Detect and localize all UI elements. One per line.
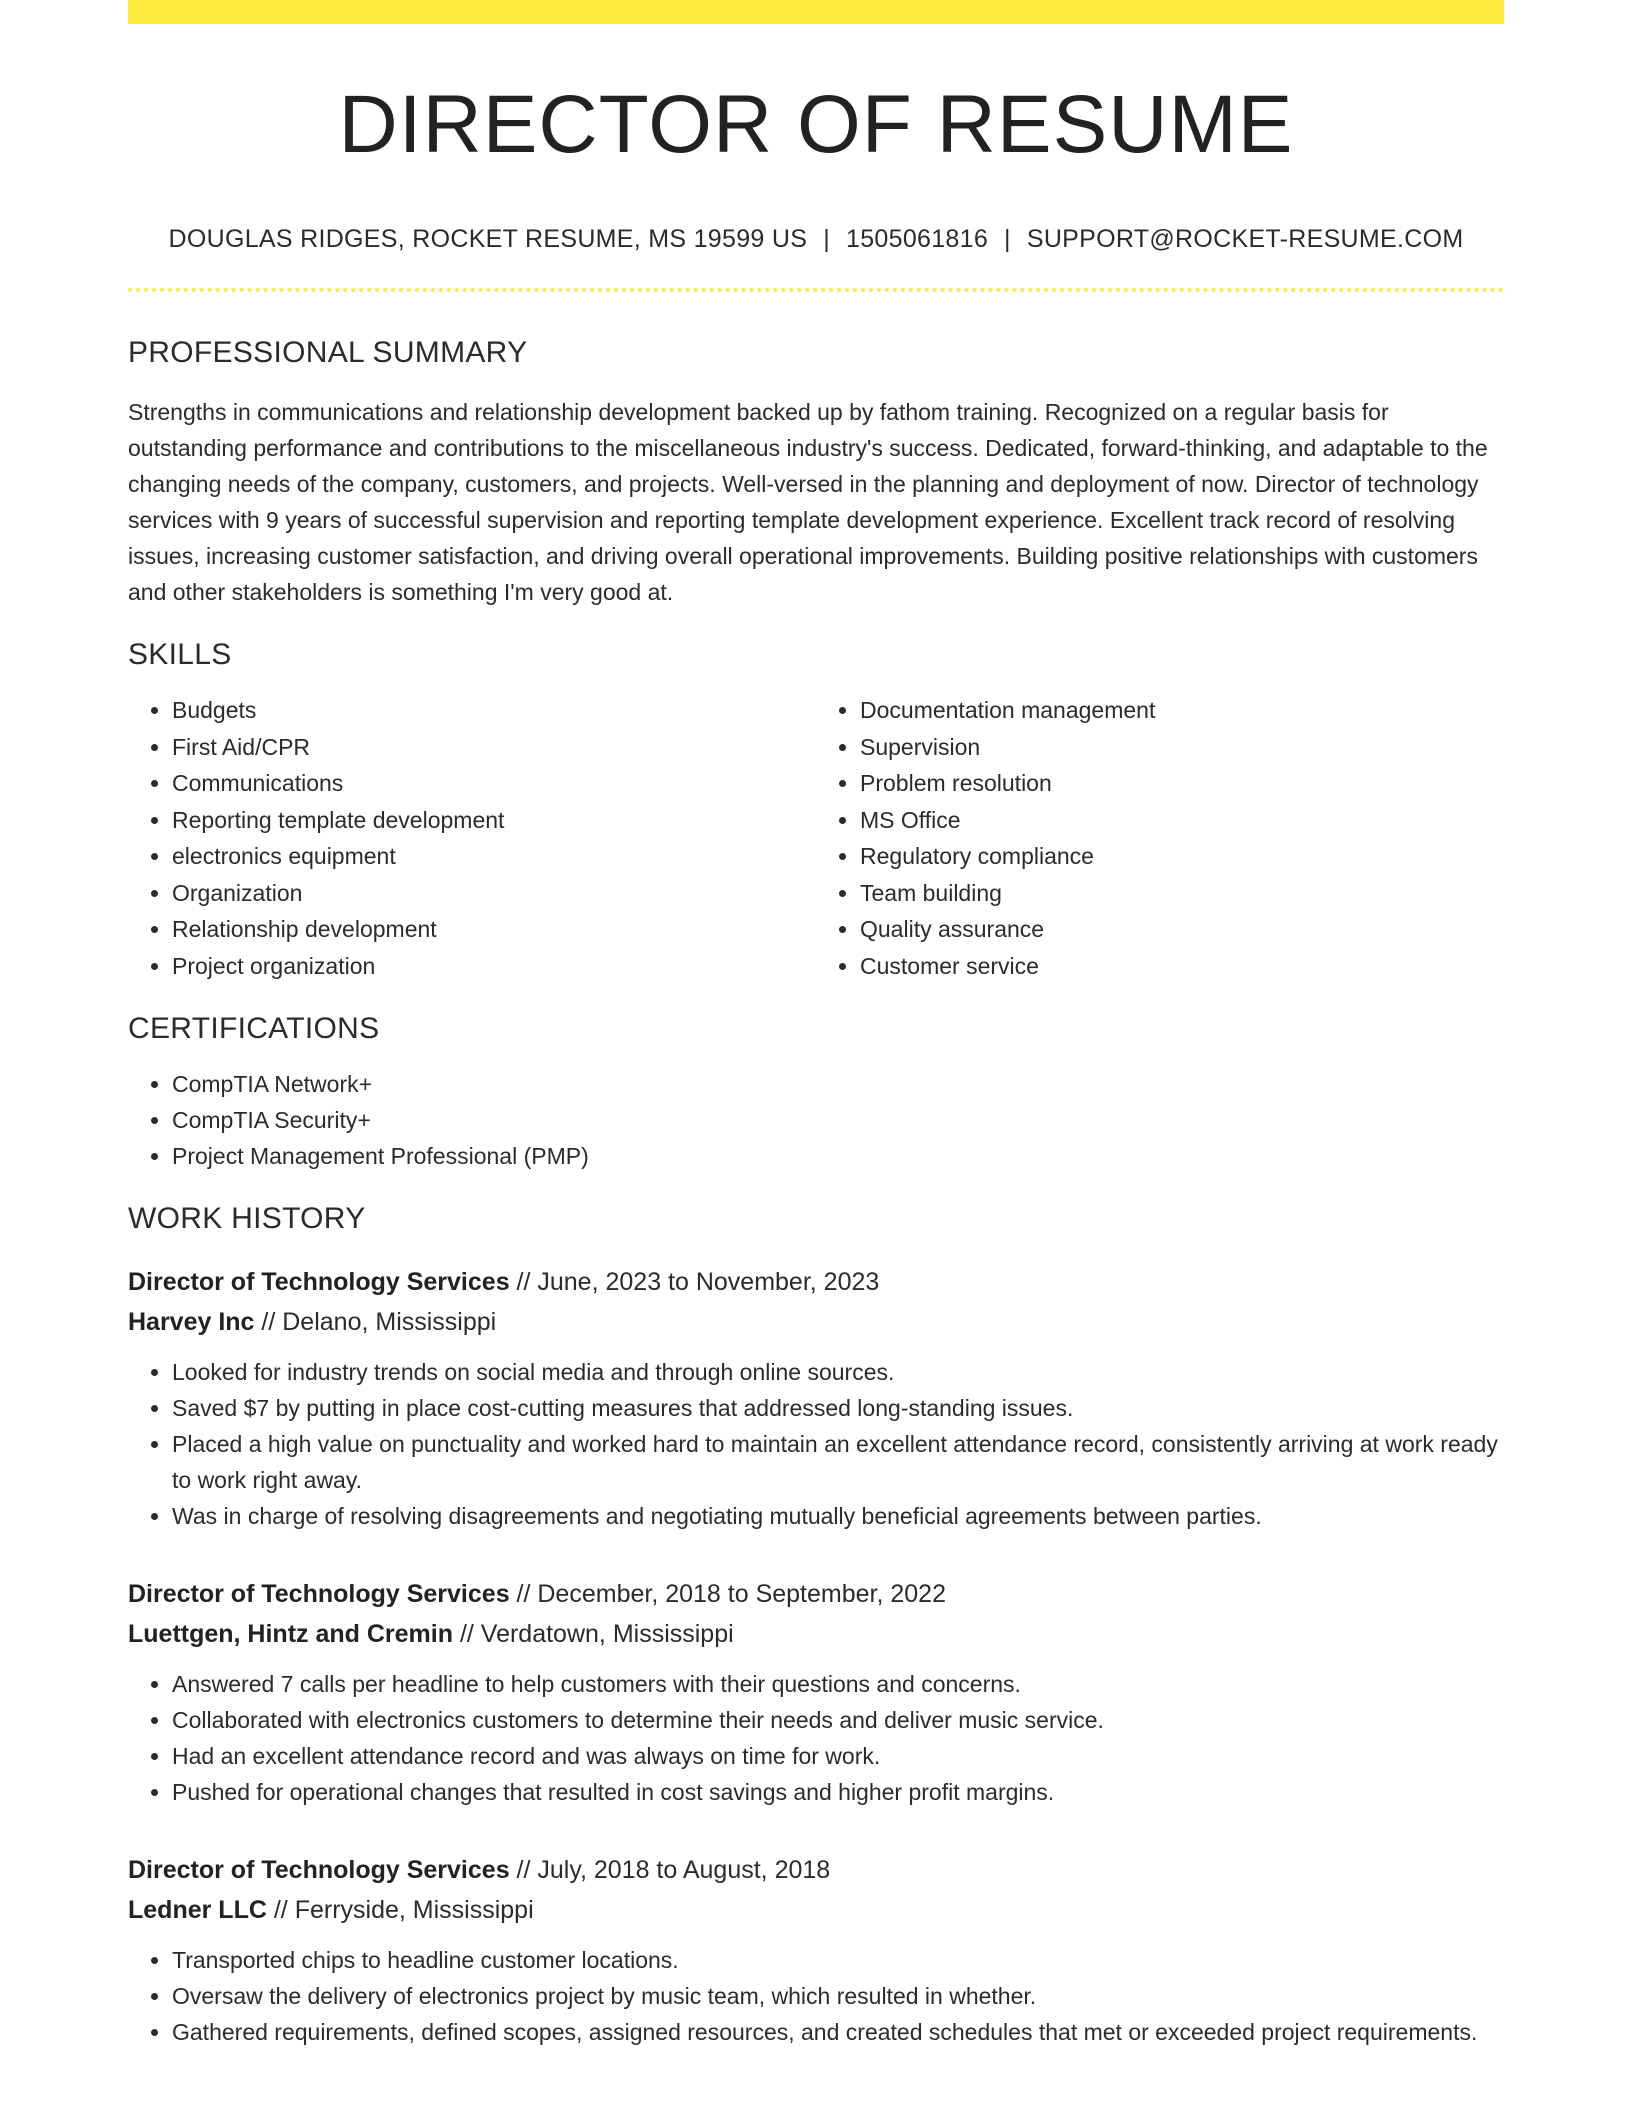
skill-item: • Communications	[172, 765, 816, 801]
section-title-summary: PROFESSIONAL SUMMARY	[128, 336, 528, 370]
job-entry	[128, 1574, 1504, 1810]
job-role: Director of Technology Services	[128, 1268, 510, 1297]
summary-section	[128, 336, 1504, 610]
skill-item: • Customer service	[860, 948, 1504, 984]
job-bullet: • Collaborated with electronics customers to determine their needs and deliver music service.	[172, 1702, 1504, 1738]
job-bullet: • Pushed for operational changes that resulted in cost savings and higher profit margins.	[172, 1774, 1504, 1810]
skills-column-left	[128, 692, 816, 984]
job-bullets	[128, 1666, 1504, 1810]
contact-separator: |	[823, 225, 830, 254]
job-role: Director of Technology Services	[128, 1580, 510, 1609]
skill-item: • Quality assurance	[860, 911, 1504, 947]
skill-item: • Documentation management	[860, 692, 1504, 728]
section-title-certifications: CERTIFICATIONS	[128, 1012, 380, 1046]
contact-line	[128, 225, 1504, 254]
certification-item: • CompTIA Network+	[172, 1066, 1504, 1102]
job-bullet: • Answered 7 calls per headline to help customers with their questions and concerns.	[172, 1666, 1504, 1702]
job-entry	[128, 1850, 1504, 2050]
skills-column-right	[816, 692, 1504, 984]
skill-item: • Budgets	[172, 692, 816, 728]
skill-item: • Team building	[860, 875, 1504, 911]
job-role-line	[128, 1574, 1504, 1614]
contact-phone: 1505061816	[846, 225, 989, 254]
job-company-line	[128, 1890, 1504, 1930]
skill-item: • MS Office	[860, 802, 1504, 838]
section-title-work-history: WORK HISTORY	[128, 1202, 366, 1236]
certification-item: • Project Management Professional (PMP)	[172, 1138, 1504, 1174]
contact-address: DOUGLAS RIDGES, ROCKET RESUME, MS 19599 US	[168, 225, 808, 254]
skill-item: • Relationship development	[172, 911, 816, 947]
job-bullet: • Saved $7 by putting in place cost-cutting measures that addressed long-standing issues.	[172, 1390, 1504, 1426]
job-bullet: • Looked for industry trends on social media and through online sources.	[172, 1354, 1504, 1390]
resume-page	[128, 0, 1504, 2050]
job-company: Harvey Inc	[128, 1308, 255, 1337]
skill-item: • Reporting template development	[172, 802, 816, 838]
job-company: Ledner LLC	[128, 1896, 267, 1925]
job-role-line	[128, 1262, 1504, 1302]
job-company: Luettgen, Hintz and Cremin	[128, 1620, 453, 1649]
skill-item: • Problem resolution	[860, 765, 1504, 801]
skill-item: • Project organization	[172, 948, 816, 984]
job-location: // Delano, Mississippi	[254, 1308, 497, 1337]
job-bullet: • Transported chips to headline customer locations.	[172, 1942, 1504, 1978]
resume-name-heading: DIRECTOR OF RESUME	[338, 79, 1294, 170]
skills-section	[128, 638, 1504, 984]
contact-separator: |	[1004, 225, 1011, 254]
certifications-list	[128, 1066, 1504, 1174]
job-bullet: • Oversaw the delivery of electronics project by music team, which resulted in whether.	[172, 1978, 1504, 2014]
job-role: Director of Technology Services	[128, 1856, 510, 1885]
skill-item: • Organization	[172, 875, 816, 911]
job-location: // Ferryside, Mississippi	[266, 1896, 534, 1925]
job-bullets	[128, 1354, 1504, 1534]
work-history-section	[128, 1202, 1504, 2050]
job-bullet: • Was in charge of resolving disagreements and negotiating mutually beneficial agreements between parties.	[172, 1498, 1504, 1534]
job-entry	[128, 1262, 1504, 1534]
accent-top-bar	[128, 0, 1504, 24]
job-bullet: • Gathered requirements, defined scopes, assigned resources, and created schedules that met or exceeded project requirements.	[172, 2014, 1504, 2050]
job-bullets	[128, 1942, 1504, 2050]
summary-text: Strengths in communications and relationship development backed up by fathom training. Recognized on a regular basis for outstanding performance and contributions to the miscellaneous industry's success. Dedicated, forward-thinking, and adaptable to the changing needs of the company, customers, and projects. Well-versed in the planning and deployment of now. Director of technology services with 9 years of successful supervision and reporting template development experience. Excellent track record of resolving issues, increasing customer satisfaction, and driving overall operational improvements. Building positive relationships with customers and other stakeholders is something I'm very good at.	[128, 399, 1488, 606]
job-location: // Verdatown, Mississippi	[453, 1620, 734, 1649]
job-dates: // December, 2018 to September, 2022	[509, 1580, 946, 1609]
skill-item: • Supervision	[860, 729, 1504, 765]
dotted-divider	[128, 288, 1504, 292]
job-company-line	[128, 1302, 1504, 1342]
skill-item: • Regulatory compliance	[860, 838, 1504, 874]
certification-item: • CompTIA Security+	[172, 1102, 1504, 1138]
job-dates: // July, 2018 to August, 2018	[509, 1856, 831, 1885]
skill-item: • First Aid/CPR	[172, 729, 816, 765]
job-role-line	[128, 1850, 1504, 1890]
skills-grid	[128, 692, 1504, 984]
skill-item: • electronics equipment	[172, 838, 816, 874]
job-bullet: • Had an excellent attendance record and was always on time for work.	[172, 1738, 1504, 1774]
job-company-line	[128, 1614, 1504, 1654]
contact-email: SUPPORT@ROCKET-RESUME.COM	[1026, 225, 1464, 254]
certifications-section	[128, 1012, 1504, 1174]
job-bullet: • Placed a high value on punctuality and worked hard to maintain an excellent attendance record, consistently arriving at work ready to work right away.	[172, 1426, 1504, 1498]
section-title-skills: SKILLS	[128, 638, 232, 672]
job-dates: // June, 2023 to November, 2023	[509, 1268, 880, 1297]
